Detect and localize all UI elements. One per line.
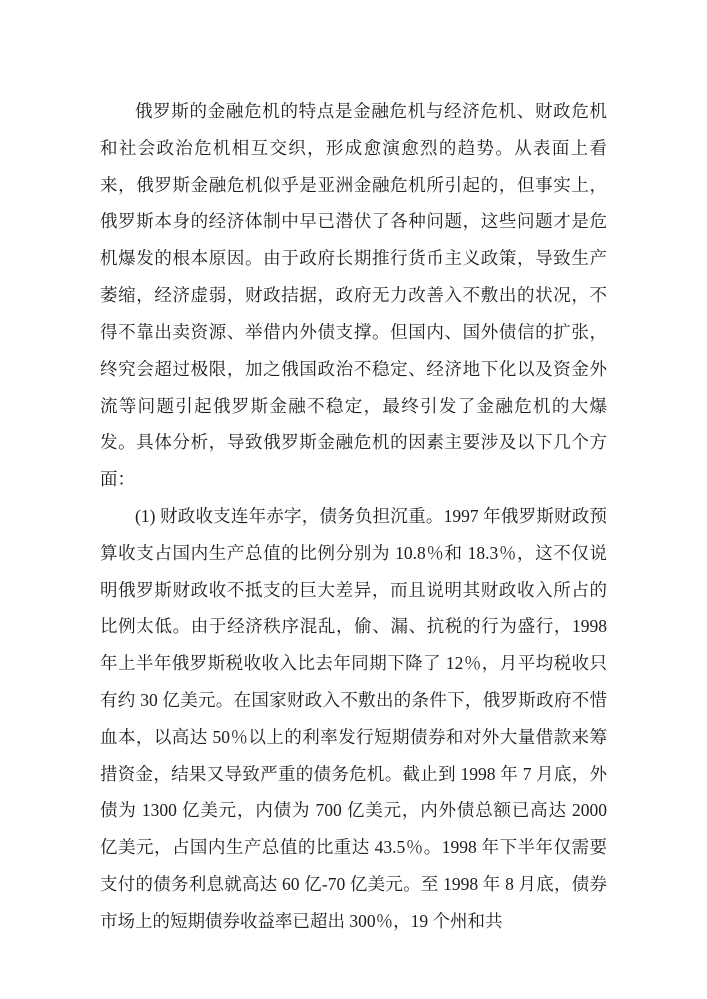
paragraph-fiscal-deficit: (1) 财政收支连年赤字，债务负担沉重。1997 年俄罗斯财政预算收支占国内生产总值的比例分别为 10.8％和 18.3％，这不仅说明俄罗斯财政收不抵支的巨大差异，而且说明其财政收入所占的比例太低。由于经济秩序混乱，偷、漏、抗税的行为盛行，1998 年上半年俄罗斯税收收入比去年同期下降了 12％，月平均税收只有约 30 亿美元。在国家财政入不敷出的条件下，俄罗斯政府不惜血本，以高达 50％以上的利率发行短期债券和对外大量借款来筹措资金，结果又导致严重的债务危机。截止到 1998 年 7 月底，外债为 1300 亿美元，内债为 700 亿美元，内外债总额已高达 2000 亿美元，占国内生产总值的比重达 43.5％。1998 年下半年仅需要支付的债务利息就高达 60 亿-70 亿美元。至 1998 年 8 月底，债券市场上的短期债券收益率已超出 300％，19 个州和共 xyxy=(100,505,607,931)
paragraph-crisis-overview: 俄罗斯的金融危机的特点是金融危机与经济危机、财政危机和社会政治危机相互交织，形成愈演愈烈的趋势。从表面上看来，俄罗斯金融危机似乎是亚洲金融危机所引起的，但事实上，俄罗斯本身的经济体制中早已潜伏了各种问题，这些问题才是危机爆发的根本原因。由于政府长期推行货币主义政策，导致生产萎缩，经济虚弱，财政拮据，政府无力改善入不敷出的状况，不得不靠出卖资源、举借内外债支撑。但国内、国外债信的扩张，终究会超过极限，加之俄国政治不稳定、经济地下化以及资金外流等问题引起俄罗斯金融不稳定，最终引发了金融危机的大爆发。具体分析，导致俄罗斯金融危机的因素主要涉及以下几个方面： xyxy=(100,101,607,490)
